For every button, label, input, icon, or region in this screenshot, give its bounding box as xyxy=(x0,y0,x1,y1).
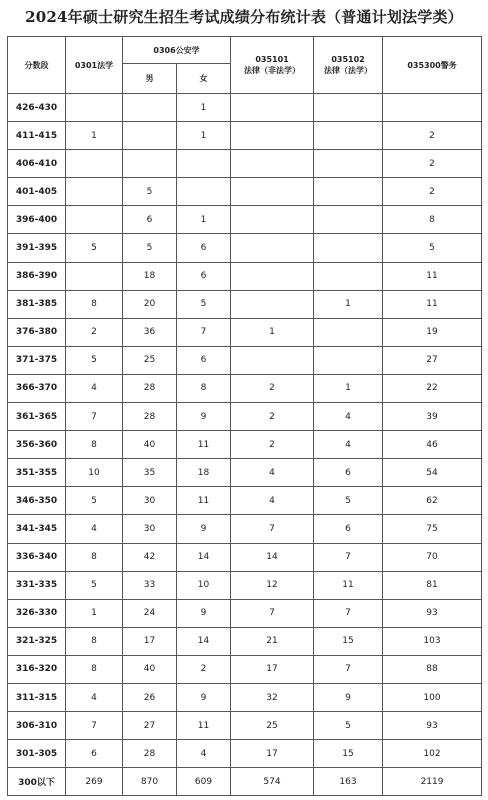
table-row xyxy=(8,599,482,627)
header-male: 男 xyxy=(123,64,177,94)
female-cell: 11 xyxy=(177,487,231,515)
score-range-cell: 381-385 xyxy=(8,290,66,318)
law-law-cell: 7 xyxy=(314,655,383,683)
law-law-cell: 7 xyxy=(314,543,383,571)
table-row xyxy=(8,122,482,150)
header-law-nonlaw-name: 法律（非法学） xyxy=(244,66,301,75)
score-range-cell: 306-310 xyxy=(8,712,66,740)
score-range-cell: 356-360 xyxy=(8,431,66,459)
score-range-cell: 396-400 xyxy=(8,206,66,234)
table-row xyxy=(8,683,482,711)
score-range-cell: 341-345 xyxy=(8,515,66,543)
header-score-range: 分数段 xyxy=(8,37,66,94)
law-cell: 4 xyxy=(66,374,123,402)
header-law-nonlaw-code: 035101 xyxy=(255,55,289,64)
police-work-cell: 100 xyxy=(383,683,482,711)
police-work-cell: 62 xyxy=(383,487,482,515)
male-cell: 28 xyxy=(123,403,177,431)
law-nonlaw-cell: 32 xyxy=(231,683,314,711)
police-work-cell: 103 xyxy=(383,627,482,655)
law-law-cell: 4 xyxy=(314,431,383,459)
header-public-security: 0306公安学 xyxy=(123,37,231,64)
score-range-cell: 366-370 xyxy=(8,374,66,402)
male-cell: 6 xyxy=(123,206,177,234)
police-work-cell: 39 xyxy=(383,403,482,431)
law-nonlaw-cell: 17 xyxy=(231,740,314,768)
table-row xyxy=(8,655,482,683)
law-cell: 1 xyxy=(66,122,123,150)
score-range-cell: 371-375 xyxy=(8,346,66,374)
female-cell: 2 xyxy=(177,655,231,683)
male-cell: 30 xyxy=(123,487,177,515)
female-cell: 14 xyxy=(177,543,231,571)
header-police-work: 035300警务 xyxy=(383,37,482,94)
score-range-cell: 351-355 xyxy=(8,459,66,487)
header-law-nonlaw xyxy=(231,37,314,94)
law-nonlaw-cell xyxy=(231,234,314,262)
police-work-cell: 27 xyxy=(383,346,482,374)
female-cell: 1 xyxy=(177,94,231,122)
law-nonlaw-cell: 4 xyxy=(231,487,314,515)
table-row xyxy=(8,543,482,571)
page-title: 2024年硕士研究生招生考试成绩分布统计表（普通计划法学类） xyxy=(25,8,463,26)
header-law-law-name: 法律（法学） xyxy=(324,66,373,75)
law-cell xyxy=(66,206,123,234)
law-nonlaw-cell xyxy=(231,94,314,122)
table-row xyxy=(8,318,482,346)
table-row xyxy=(8,712,482,740)
female-cell: 6 xyxy=(177,234,231,262)
law-law-cell xyxy=(314,234,383,262)
male-cell: 33 xyxy=(123,571,177,599)
law-law-cell: 6 xyxy=(314,459,383,487)
score-range-cell: 411-415 xyxy=(8,122,66,150)
female-cell: 11 xyxy=(177,431,231,459)
female-cell: 1 xyxy=(177,122,231,150)
table-row xyxy=(8,150,482,178)
law-nonlaw-cell xyxy=(231,290,314,318)
police-work-cell xyxy=(383,94,482,122)
male-cell: 35 xyxy=(123,459,177,487)
table-row xyxy=(8,403,482,431)
score-range-cell: 326-330 xyxy=(8,599,66,627)
law-nonlaw-cell xyxy=(231,178,314,206)
law-law-cell xyxy=(314,346,383,374)
law-cell xyxy=(66,178,123,206)
police-work-cell: 2 xyxy=(383,150,482,178)
police-work-cell: 2 xyxy=(383,178,482,206)
police-work-cell: 54 xyxy=(383,459,482,487)
score-range-cell: 376-380 xyxy=(8,318,66,346)
female-cell: 9 xyxy=(177,683,231,711)
female-cell: 8 xyxy=(177,374,231,402)
law-cell: 2 xyxy=(66,318,123,346)
score-range-cell: 336-340 xyxy=(8,543,66,571)
male-cell: 870 xyxy=(123,768,177,796)
female-cell: 18 xyxy=(177,459,231,487)
law-law-cell: 15 xyxy=(314,740,383,768)
police-work-cell: 19 xyxy=(383,318,482,346)
female-cell: 9 xyxy=(177,515,231,543)
male-cell: 36 xyxy=(123,318,177,346)
female-cell: 5 xyxy=(177,290,231,318)
male-cell: 17 xyxy=(123,627,177,655)
table-row xyxy=(8,290,482,318)
table-row xyxy=(8,740,482,768)
law-law-cell: 7 xyxy=(314,599,383,627)
male-cell: 28 xyxy=(123,740,177,768)
female-cell xyxy=(177,178,231,206)
law-law-cell: 9 xyxy=(314,683,383,711)
law-law-cell: 5 xyxy=(314,712,383,740)
law-cell: 7 xyxy=(66,712,123,740)
police-work-cell: 8 xyxy=(383,206,482,234)
score-range-cell: 316-320 xyxy=(8,655,66,683)
table-row xyxy=(8,571,482,599)
law-nonlaw-cell xyxy=(231,206,314,234)
law-cell: 4 xyxy=(66,683,123,711)
male-cell xyxy=(123,150,177,178)
law-law-cell: 1 xyxy=(314,374,383,402)
law-cell: 5 xyxy=(66,487,123,515)
law-cell: 8 xyxy=(66,290,123,318)
law-nonlaw-cell: 1 xyxy=(231,318,314,346)
female-cell: 9 xyxy=(177,599,231,627)
law-cell: 5 xyxy=(66,571,123,599)
law-nonlaw-cell: 2 xyxy=(231,403,314,431)
score-range-cell: 346-350 xyxy=(8,487,66,515)
law-law-cell xyxy=(314,122,383,150)
law-nonlaw-cell: 7 xyxy=(231,515,314,543)
score-range-cell: 361-365 xyxy=(8,403,66,431)
police-work-cell: 46 xyxy=(383,431,482,459)
law-law-cell: 163 xyxy=(314,768,383,796)
score-range-cell: 321-325 xyxy=(8,627,66,655)
score-range-cell: 386-390 xyxy=(8,262,66,290)
law-nonlaw-cell: 574 xyxy=(231,768,314,796)
female-cell: 11 xyxy=(177,712,231,740)
table-row xyxy=(8,627,482,655)
male-cell: 5 xyxy=(123,234,177,262)
header-law-law-code: 035102 xyxy=(331,55,365,64)
female-cell: 7 xyxy=(177,318,231,346)
table-row xyxy=(8,431,482,459)
law-law-cell: 6 xyxy=(314,515,383,543)
table-row xyxy=(8,346,482,374)
police-work-cell: 81 xyxy=(383,571,482,599)
law-law-cell: 4 xyxy=(314,403,383,431)
law-nonlaw-cell: 2 xyxy=(231,374,314,402)
law-law-cell xyxy=(314,94,383,122)
table-row xyxy=(8,374,482,402)
law-cell: 1 xyxy=(66,599,123,627)
law-nonlaw-cell xyxy=(231,150,314,178)
police-work-cell: 2119 xyxy=(383,768,482,796)
police-work-cell: 2 xyxy=(383,122,482,150)
header-law: 0301法学 xyxy=(66,37,123,94)
female-cell xyxy=(177,150,231,178)
score-range-cell: 301-305 xyxy=(8,740,66,768)
law-cell: 269 xyxy=(66,768,123,796)
police-work-cell: 88 xyxy=(383,655,482,683)
table-row xyxy=(8,459,482,487)
female-cell: 4 xyxy=(177,740,231,768)
female-cell: 10 xyxy=(177,571,231,599)
police-work-cell: 93 xyxy=(383,599,482,627)
law-cell: 5 xyxy=(66,234,123,262)
female-cell: 9 xyxy=(177,403,231,431)
law-law-cell: 1 xyxy=(314,290,383,318)
table-row xyxy=(8,487,482,515)
male-cell: 26 xyxy=(123,683,177,711)
law-nonlaw-cell xyxy=(231,346,314,374)
header-female: 女 xyxy=(177,64,231,94)
score-distribution-table xyxy=(7,36,482,796)
male-cell: 5 xyxy=(123,178,177,206)
law-nonlaw-cell xyxy=(231,262,314,290)
police-work-cell: 22 xyxy=(383,374,482,402)
table-row xyxy=(8,178,482,206)
law-cell: 6 xyxy=(66,740,123,768)
law-cell: 7 xyxy=(66,403,123,431)
female-cell: 6 xyxy=(177,262,231,290)
male-cell: 40 xyxy=(123,655,177,683)
table-row xyxy=(8,234,482,262)
law-law-cell xyxy=(314,178,383,206)
law-law-cell xyxy=(314,318,383,346)
law-cell: 8 xyxy=(66,431,123,459)
police-work-cell: 5 xyxy=(383,234,482,262)
male-cell: 40 xyxy=(123,431,177,459)
police-work-cell: 102 xyxy=(383,740,482,768)
male-cell: 30 xyxy=(123,515,177,543)
law-nonlaw-cell: 7 xyxy=(231,599,314,627)
law-nonlaw-cell: 14 xyxy=(231,543,314,571)
law-law-cell: 11 xyxy=(314,571,383,599)
male-cell: 18 xyxy=(123,262,177,290)
law-cell: 4 xyxy=(66,515,123,543)
law-cell: 8 xyxy=(66,655,123,683)
law-cell xyxy=(66,150,123,178)
law-cell xyxy=(66,94,123,122)
police-work-cell: 11 xyxy=(383,290,482,318)
male-cell: 42 xyxy=(123,543,177,571)
police-work-cell: 11 xyxy=(383,262,482,290)
score-range-cell: 300以下 xyxy=(8,768,66,796)
table-row xyxy=(8,768,482,796)
law-nonlaw-cell: 12 xyxy=(231,571,314,599)
law-nonlaw-cell: 21 xyxy=(231,627,314,655)
law-nonlaw-cell: 2 xyxy=(231,431,314,459)
header-law-law xyxy=(314,37,383,94)
female-cell: 609 xyxy=(177,768,231,796)
table-row xyxy=(8,206,482,234)
male-cell: 28 xyxy=(123,374,177,402)
male-cell: 25 xyxy=(123,346,177,374)
score-range-cell: 426-430 xyxy=(8,94,66,122)
law-law-cell: 15 xyxy=(314,627,383,655)
law-law-cell xyxy=(314,150,383,178)
female-cell: 6 xyxy=(177,346,231,374)
law-law-cell: 5 xyxy=(314,487,383,515)
male-cell: 20 xyxy=(123,290,177,318)
law-nonlaw-cell: 25 xyxy=(231,712,314,740)
score-range-cell: 406-410 xyxy=(8,150,66,178)
male-cell: 27 xyxy=(123,712,177,740)
law-cell: 8 xyxy=(66,543,123,571)
male-cell: 24 xyxy=(123,599,177,627)
law-law-cell xyxy=(314,262,383,290)
score-range-cell: 311-315 xyxy=(8,683,66,711)
police-work-cell: 93 xyxy=(383,712,482,740)
female-cell: 14 xyxy=(177,627,231,655)
law-cell: 5 xyxy=(66,346,123,374)
table-row xyxy=(8,94,482,122)
law-cell: 10 xyxy=(66,459,123,487)
male-cell xyxy=(123,122,177,150)
score-range-cell: 391-395 xyxy=(8,234,66,262)
law-cell: 8 xyxy=(66,627,123,655)
police-work-cell: 70 xyxy=(383,543,482,571)
table-body xyxy=(8,94,482,796)
law-cell xyxy=(66,262,123,290)
male-cell xyxy=(123,94,177,122)
law-law-cell xyxy=(314,206,383,234)
table-row xyxy=(8,515,482,543)
score-range-cell: 331-335 xyxy=(8,571,66,599)
police-work-cell: 75 xyxy=(383,515,482,543)
table-row xyxy=(8,262,482,290)
law-nonlaw-cell: 17 xyxy=(231,655,314,683)
score-range-cell: 401-405 xyxy=(8,178,66,206)
law-nonlaw-cell xyxy=(231,122,314,150)
female-cell: 1 xyxy=(177,206,231,234)
law-nonlaw-cell: 4 xyxy=(231,459,314,487)
